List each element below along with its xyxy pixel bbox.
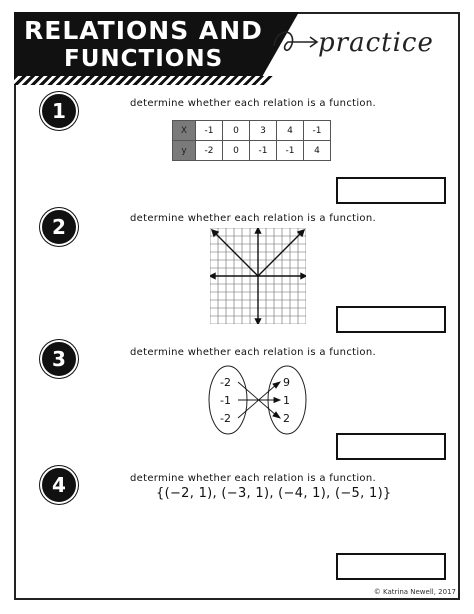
table-cell: -2 [196, 141, 223, 161]
swirl-arrow-icon [270, 22, 320, 62]
relation-table [172, 120, 331, 161]
table-x-label: X [173, 121, 196, 141]
table-cell: 4 [304, 141, 331, 161]
problem-2-prompt: determine whether each relation is a function. [130, 213, 376, 224]
table-cell: 0 [223, 141, 250, 161]
table-cell: -1 [196, 121, 223, 141]
problem-4-prompt: determine whether each relation is a function. [130, 473, 376, 484]
table-row-x [173, 121, 331, 141]
domain-value: -2 [220, 376, 231, 389]
copyright: © Katrina Newell, 2017 [373, 588, 456, 596]
mapping-diagram [205, 364, 315, 438]
range-value: 2 [283, 412, 290, 425]
title-line-2: FUNCTIONS [64, 46, 224, 72]
answer-box-3[interactable] [336, 433, 446, 460]
problem-number-3: 3 [42, 342, 76, 376]
problem-number-4: 4 [42, 468, 76, 502]
table-cell: -1 [250, 141, 277, 161]
coordinate-grid [210, 228, 306, 324]
range-value: 9 [283, 376, 290, 389]
table-cell: 4 [277, 121, 304, 141]
mapping-arrows [238, 382, 280, 418]
title-line-1: RELATIONS AND [24, 16, 263, 45]
table-row-y [173, 141, 331, 161]
table-cell: -1 [277, 141, 304, 161]
table-cell: -1 [304, 121, 331, 141]
subtitle-practice: practice [318, 28, 434, 58]
range-value: 1 [283, 394, 290, 407]
banner-stripes [14, 76, 276, 85]
problem-number-2: 2 [42, 210, 76, 244]
answer-box-1[interactable] [336, 177, 446, 204]
problem-number-1: 1 [42, 94, 76, 128]
problem-3-prompt: determine whether each relation is a function. [130, 347, 376, 358]
table-cell: 3 [250, 121, 277, 141]
ordered-pairs-set: {(−2, 1), (−3, 1), (−4, 1), (−5, 1)} [156, 486, 392, 501]
table-y-label: y [173, 141, 196, 161]
problem-1-prompt: determine whether each relation is a function. [130, 98, 376, 109]
domain-value: -2 [220, 412, 231, 425]
answer-box-2[interactable] [336, 306, 446, 333]
domain-value: -1 [220, 394, 231, 407]
answer-box-4[interactable] [336, 553, 446, 580]
table-cell: 0 [223, 121, 250, 141]
